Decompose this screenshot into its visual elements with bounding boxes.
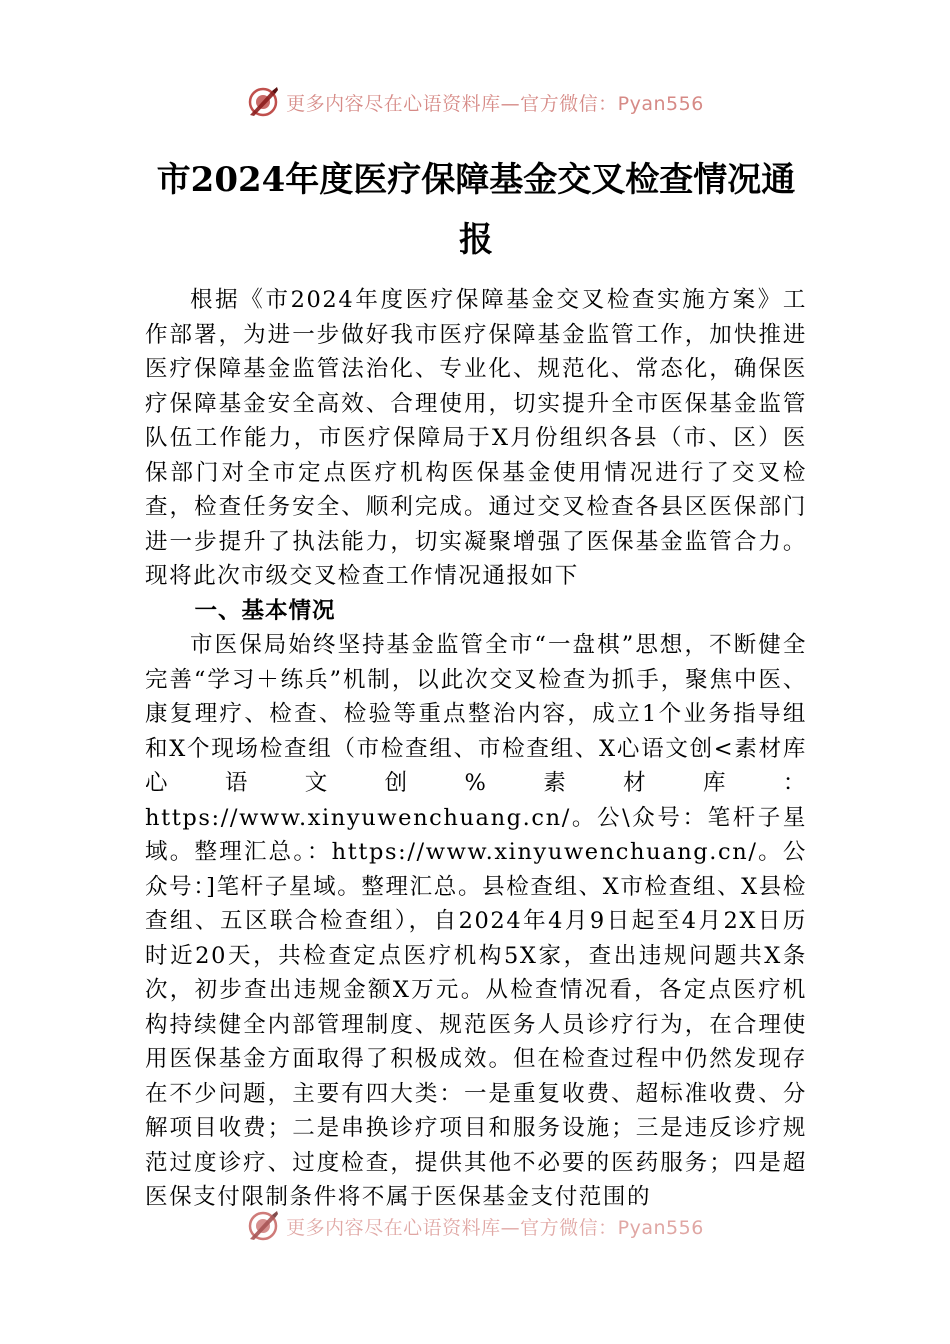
document-title: 市2024年度医疗保障基金交叉检查情况通报 xyxy=(156,160,796,260)
brush-seal-logo-icon xyxy=(246,85,280,119)
header-watermark xyxy=(0,82,950,122)
section-paragraph: 市医保局始终坚持基金监管全市“一盘棋”思想，不断健全完善“学习＋练兵”机制，以此次交叉检查为抓手，聚焦中医、康复理疗、检查、检验等重点整治内容，成立1个业务指导组和X个现场检查组（市检查组、市检查组、X心语文创<素材库心语文创%素材库：https://www.xinyuwenchuang.cn/。公\众号：笔杆子星域。整理汇总。：https://www.xinyuwenchuang.cn/。公众号：]笔杆子星域。整理汇总。县检查组、X市检查组、X县检查组、五区联合检查组），自2024年4月9日起至4月2X日历时近20天，共检查定点医疗机构5X家，查出违规问题共X条次，初步查出违规金额X万元。从检查情况看，各定点医疗机构持续健全内部管理制度、规范医务人员诊疗行为，在合理使用医保基金方面取得了积极成效。但在检查过程中仍然发现存在不少问题，主要有四大类：一是重复收费、超标准收费、分解项目收费；二是串换诊疗项目和服务设施；三是违反诊疗规范过度诊疗、过度检查，提供其他不必要的医药服务；四是超医保支付限制条件将不属于医保基金支付范围的 xyxy=(145,632,807,1210)
brush-seal-logo-icon xyxy=(246,1209,280,1243)
watermark-text: 更多内容尽在心语资料库—官方微信：Pyan556 xyxy=(286,1216,704,1239)
watermark-text: 更多内容尽在心语资料库—官方微信：Pyan556 xyxy=(286,92,704,115)
footer-watermark xyxy=(0,1206,950,1246)
section-heading-basic-situation: 一、基本情况 xyxy=(194,597,336,624)
document-body xyxy=(145,283,807,1215)
intro-paragraph: 根据《市2024年度医疗保障基金交叉检查实施方案》工作部署，为进一步做好我市医疗保障基金监管工作，加快推进医疗保障基金监管法治化、专业化、规范化、常态化，确保医疗保障基金安全高效、合理使用，切实提升全市医保基金监管队伍工作能力，市医疗保障局于X月份组织各县（市、区）医保部门对全市定点医疗机构医保基金使用情况进行了交叉检查，检查任务安全、顺利完成。通过交叉检查各县区医保部门进一步提升了执法能力，切实凝聚增强了医保基金监管合力。现将此次市级交叉检查工作情况通报如下 xyxy=(145,287,807,589)
